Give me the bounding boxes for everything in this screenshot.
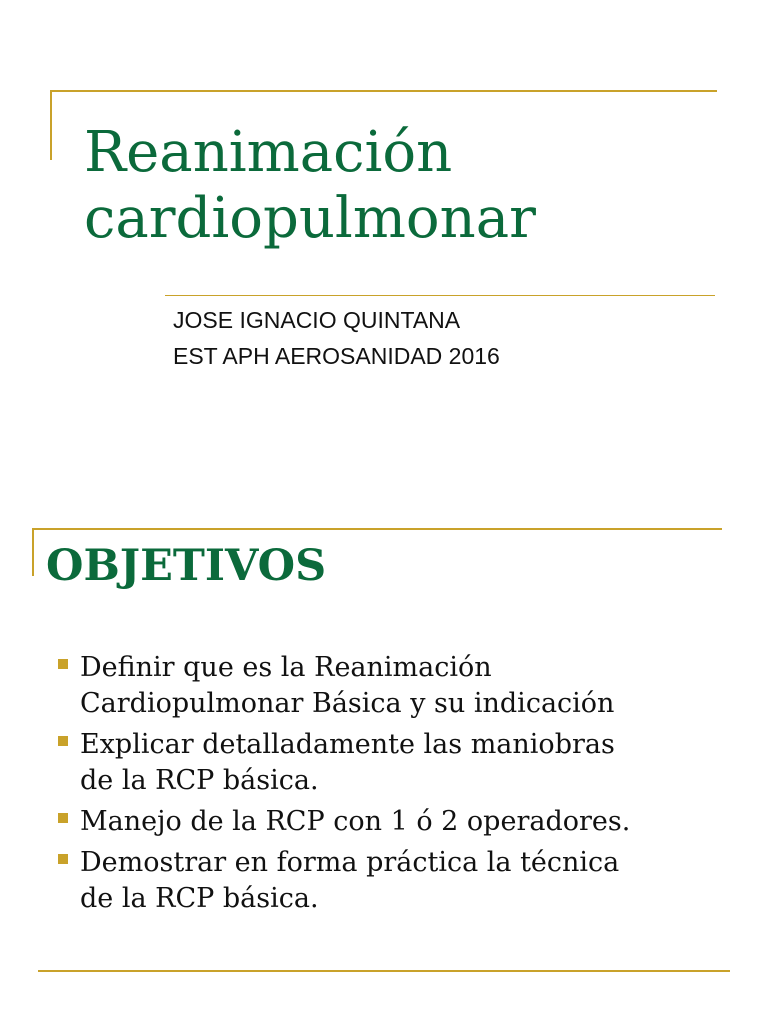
list-item-line: Cardiopulmonar Básica y su indicación: [80, 688, 615, 719]
bottom-rule: [38, 970, 730, 972]
list-item-line: Definir que es la Reanimación: [80, 652, 492, 683]
list-item-line: de la RCP básica.: [80, 883, 319, 914]
list-item: [56, 804, 746, 840]
slide2-heading: OBJETIVOS: [46, 541, 327, 591]
list-item-line: Demostrar en forma práctica la técnica: [80, 847, 620, 878]
list-item: [56, 845, 746, 917]
list-item-text: [80, 804, 746, 840]
slide2-top-rule: [32, 528, 722, 530]
objectives-list: [56, 650, 746, 922]
list-item: [56, 650, 746, 722]
square-bullet-icon: [58, 659, 68, 669]
square-bullet-icon: [58, 854, 68, 864]
author-affiliation: EST APH AEROSANIDAD 2016: [173, 343, 500, 369]
slide1-title: [84, 120, 536, 252]
list-item-text: [80, 727, 746, 799]
list-item: [56, 727, 746, 799]
square-bullet-icon: [58, 813, 68, 823]
author-block: [173, 302, 500, 374]
title-line-1: Reanimación: [84, 120, 453, 185]
list-item-text: [80, 650, 746, 722]
title-line-2: cardiopulmonar: [84, 186, 536, 251]
square-bullet-icon: [58, 736, 68, 746]
slide1-left-rule: [50, 90, 52, 160]
list-item-line: de la RCP básica.: [80, 765, 319, 796]
list-item-line: Explicar detalladamente las maniobras: [80, 729, 615, 760]
list-item-line: Manejo de la RCP con 1 ó 2 operadores.: [80, 806, 631, 837]
subtitle-rule: [165, 295, 715, 296]
slide2-left-rule: [32, 528, 34, 576]
author-name: JOSE IGNACIO QUINTANA: [173, 307, 461, 333]
slide1-top-rule: [50, 90, 717, 92]
list-item-text: [80, 845, 746, 917]
